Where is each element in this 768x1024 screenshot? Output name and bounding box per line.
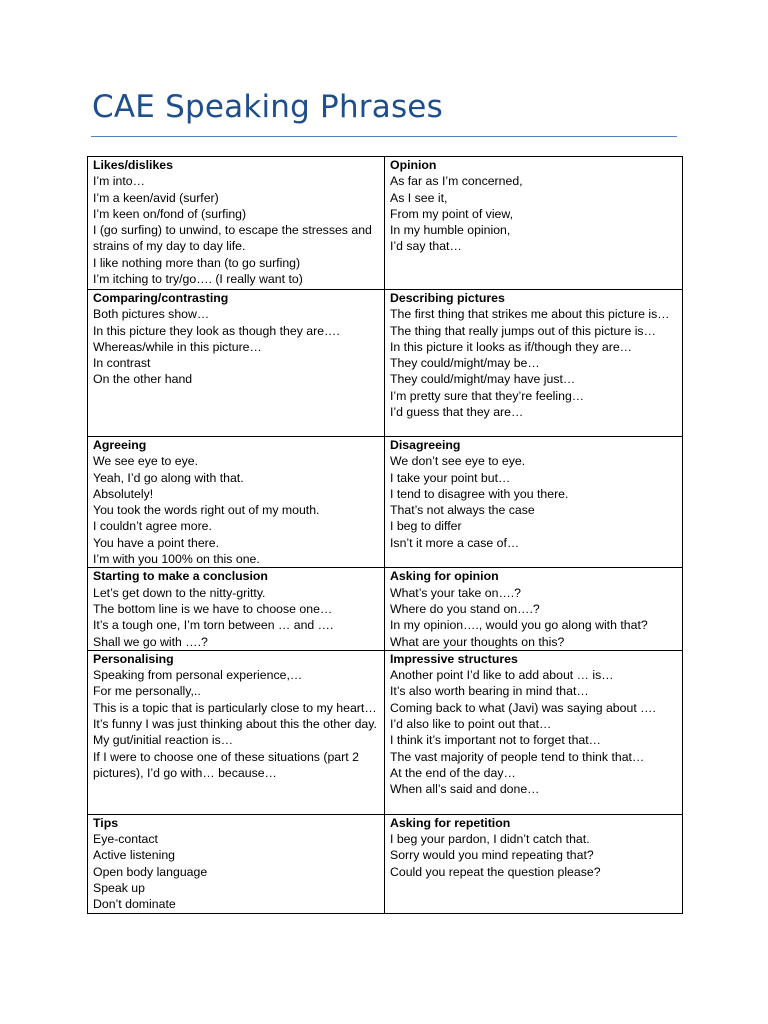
phrase-line: In my humble opinion, — [390, 223, 511, 238]
phrase-line: Coming back to what (Javi) was saying about …. — [390, 700, 656, 715]
phrase-line: Speak up — [93, 881, 145, 896]
phrase-line: I take your point but… — [390, 470, 511, 485]
table-row — [88, 157, 683, 290]
section-heading: Likes/dislikes — [93, 158, 173, 172]
phrase-line: Could you repeat the question please? — [390, 864, 601, 879]
phrase-line: Sorry would you mind repeating that? — [390, 848, 594, 863]
table-row — [88, 290, 683, 437]
phrase-line: They could/might/may be… — [390, 356, 540, 371]
phrase-line: I think it’s important not to forget that… — [390, 733, 601, 748]
phrase-line: I’d also like to point out that… — [390, 717, 552, 732]
phrase-line: I like nothing more than (to go surfing) — [93, 255, 301, 270]
phrase-line: Another point I’d like to add about … is… — [390, 668, 614, 683]
phrase-cell-right — [385, 290, 683, 437]
phrase-line: This is a topic that is particularly close to my heart… — [93, 700, 377, 715]
phrase-line: Absolutely! — [93, 486, 154, 501]
table-row — [88, 437, 683, 568]
phrase-line: You took the words right out of my mouth. — [93, 503, 320, 518]
phrase-cell-left — [88, 568, 385, 650]
phrase-line: Eye-contact — [93, 832, 158, 847]
phrase-line: Whereas/while in this picture… — [93, 339, 262, 354]
phrase-line: What are your thoughts on this? — [390, 634, 565, 649]
phrase-line: I tend to disagree with you there. — [390, 486, 569, 501]
phrase-line: I’d guess that they are… — [390, 405, 524, 420]
phrase-line: At the end of the day… — [390, 765, 516, 780]
section-heading: Opinion — [390, 158, 437, 172]
phrase-cell-right — [385, 814, 683, 913]
section-heading: Agreeing — [93, 438, 147, 452]
phrase-line: If I were to choose one of these situations (part 2 pictures), I’d go with… because… — [93, 749, 359, 780]
phrase-line: Let’s get down to the nitty-gritty. — [93, 585, 266, 600]
phrase-line: I’m pretty sure that they’re feeling… — [390, 388, 585, 403]
phrase-cell-right — [385, 650, 683, 814]
phrase-line: That’s not always the case — [390, 503, 535, 518]
phrase-line: Yeah, I’d go along with that. — [93, 470, 244, 485]
phrase-line: I’m with you 100% on this one. — [93, 552, 260, 567]
page-title: CAE Speaking Phrases — [92, 89, 443, 125]
phrase-line: In this picture they look as though they are…. — [93, 323, 340, 338]
table-row — [88, 650, 683, 814]
section-heading: Asking for repetition — [390, 815, 511, 830]
phrase-line: The vast majority of people tend to think that… — [390, 749, 645, 764]
section-heading: Describing pictures — [390, 291, 505, 305]
phrase-line: I’m into… — [93, 174, 145, 189]
phrase-line: I’m keen on/fond of (surfing) — [93, 206, 247, 221]
section-heading: Tips — [93, 815, 119, 830]
phrase-line: When all’s said and done… — [390, 782, 540, 797]
phrase-line: In this picture it looks as if/though they are… — [390, 339, 632, 354]
phrase-line: The thing that really jumps out of this picture is… — [390, 323, 656, 338]
phrase-line: Shall we go with ….? — [93, 634, 208, 649]
section-heading: Starting to make a conclusion — [93, 569, 268, 584]
table-row — [88, 814, 683, 913]
phrase-line: It’s also worth bearing in mind that… — [390, 684, 589, 699]
phrase-line: I couldn’t agree more. — [93, 519, 212, 534]
phrase-line: Open body language — [93, 864, 208, 879]
phrase-cell-left — [88, 814, 385, 913]
phrases-table-body — [88, 157, 683, 914]
phrase-cell-left — [88, 650, 385, 814]
phrase-cell-left — [88, 290, 385, 437]
phrases-table — [87, 156, 683, 914]
phrase-line: In contrast — [93, 356, 151, 371]
phrase-line: Where do you stand on….? — [390, 601, 540, 616]
phrase-line: Active listening — [93, 848, 176, 863]
title-underline — [91, 136, 677, 137]
phrase-line: What’s your take on….? — [390, 585, 522, 600]
phrase-line: I’d say that… — [390, 239, 462, 254]
phrase-cell-left — [88, 437, 385, 568]
section-heading: Comparing/contrasting — [93, 291, 229, 305]
phrase-line: Speaking from personal experience,… — [93, 668, 303, 683]
phrase-line: I beg your pardon, I didn’t catch that. — [390, 832, 590, 847]
phrase-line: The first thing that strikes me about this picture is… — [390, 307, 670, 322]
section-heading: Asking for opinion — [390, 569, 499, 584]
phrase-line: Don’t dominate — [93, 897, 176, 912]
table-row — [88, 568, 683, 650]
phrase-line: I’m a keen/avid (surfer) — [93, 190, 219, 205]
phrase-cell-right — [385, 437, 683, 568]
phrase-cell-right — [385, 568, 683, 650]
phrase-line: We see eye to eye. — [93, 454, 199, 469]
phrase-line: It’s a tough one, I’m torn between … and …. — [93, 618, 334, 633]
phrase-line: From my point of view, — [390, 206, 514, 221]
section-heading: Personalising — [93, 651, 174, 666]
phrase-line: Isn’t it more a case of… — [390, 535, 520, 550]
phrase-line: For me personally,.. — [93, 684, 201, 699]
phrase-line: I beg to differ — [390, 519, 462, 534]
section-heading: Impressive structures — [390, 651, 518, 666]
phrase-line: The bottom line is we have to choose one… — [93, 601, 333, 616]
phrase-cell-left — [88, 157, 385, 290]
phrase-line: I (go surfing) to unwind, to escape the stresses and strains of my day to day life. — [93, 223, 372, 254]
phrase-line: It’s funny I was just thinking about this the other day. — [93, 717, 377, 732]
phrase-line: In my opinion…., would you go along with that? — [390, 618, 648, 633]
phrase-line: I’m itching to try/go…. (I really want to) — [93, 272, 303, 287]
phrase-line: On the other hand — [93, 372, 193, 387]
phrase-line: My gut/initial reaction is… — [93, 733, 234, 748]
phrase-line: You have a point there. — [93, 535, 220, 550]
phrase-line: Both pictures show… — [93, 307, 210, 322]
phrase-line: They could/might/may have just… — [390, 372, 576, 387]
phrase-cell-right — [385, 157, 683, 290]
phrase-line: As I see it, — [390, 190, 448, 205]
section-heading: Disagreeing — [390, 438, 461, 452]
phrase-line: As far as I’m concerned, — [390, 174, 523, 189]
phrase-line: We don’t see eye to eye. — [390, 454, 526, 469]
